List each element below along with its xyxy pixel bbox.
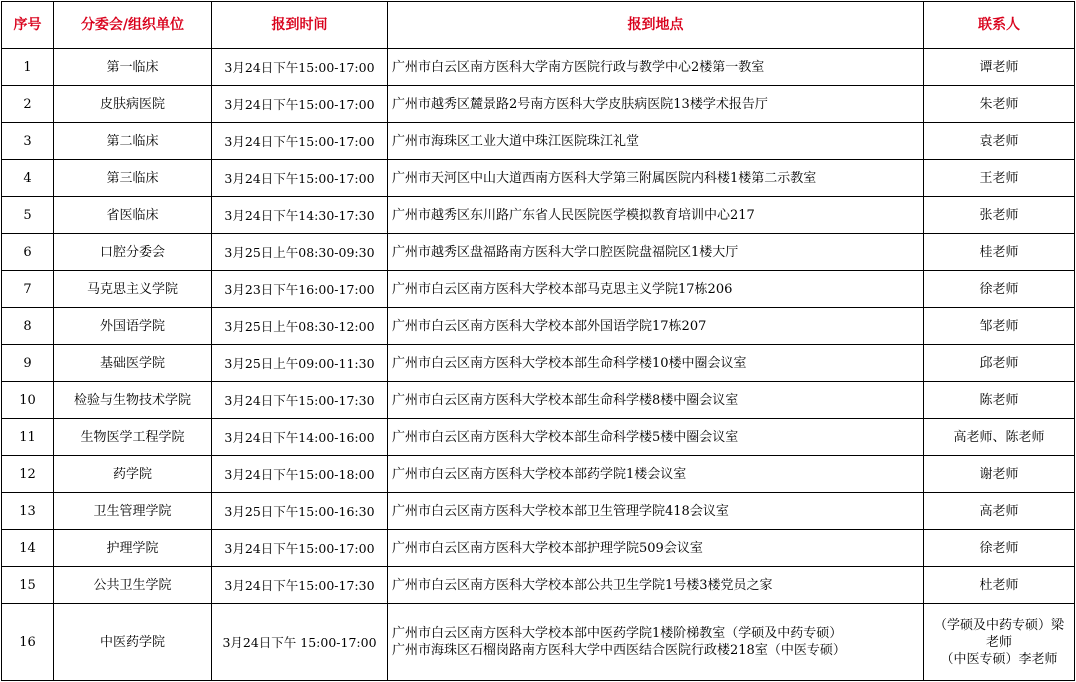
table-row: [2, 604, 1075, 681]
row-unit: 中医药学院: [54, 604, 212, 681]
table-row: [2, 382, 1075, 419]
row-contact: 王老师: [924, 160, 1075, 197]
row-number: 12: [2, 456, 54, 493]
row-place: 广州市白云区南方医科大学校本部生命科学楼5楼中圈会议室: [388, 419, 924, 456]
table-body: [2, 49, 1075, 681]
table-row: [2, 308, 1075, 345]
table-row: [2, 567, 1075, 604]
row-number: 2: [2, 86, 54, 123]
table-row: [2, 160, 1075, 197]
row-number: 7: [2, 271, 54, 308]
row-contact: 谢老师: [924, 456, 1075, 493]
row-unit: 第二临床: [54, 123, 212, 160]
row-contact-line: （中医专硕）李老师: [940, 651, 1058, 667]
row-number: 3: [2, 123, 54, 160]
row-contact-line: 老师: [985, 634, 1012, 650]
row-contact: 袁老师: [924, 123, 1075, 160]
row-place: 广州市越秀区麓景路2号南方医科大学皮肤病医院13楼学术报告厅: [388, 86, 924, 123]
row-place: [388, 604, 924, 681]
header-row: [2, 2, 1075, 49]
row-place: 广州市白云区南方医科大学校本部卫生管理学院418会议室: [388, 493, 924, 530]
row-contact-line: （学硕及中药专硕）梁: [933, 617, 1064, 633]
row-contact: 高老师、陈老师: [924, 419, 1075, 456]
header-unit: 分委会/组织单位: [54, 2, 212, 49]
table-row: [2, 271, 1075, 308]
row-unit: 卫生管理学院: [54, 493, 212, 530]
row-time: 3月25日上午08:30-09:30: [212, 234, 388, 271]
row-unit: 护理学院: [54, 530, 212, 567]
row-unit: 省医临床: [54, 197, 212, 234]
row-unit: 公共卫生学院: [54, 567, 212, 604]
registration-table: [1, 1, 1075, 681]
row-time: 3月25日下午15:00-16:30: [212, 493, 388, 530]
row-unit: 口腔分委会: [54, 234, 212, 271]
row-time: 3月25日上午08:30-12:00: [212, 308, 388, 345]
row-place: 广州市白云区南方医科大学校本部药学院1楼会议室: [388, 456, 924, 493]
row-contact: 邹老师: [924, 308, 1075, 345]
row-place: 广州市越秀区盘福路南方医科大学口腔医院盘福院区1楼大厅: [388, 234, 924, 271]
row-number: 8: [2, 308, 54, 345]
row-place: 广州市天河区中山大道西南方医科大学第三附属医院内科楼1楼第二示教室: [388, 160, 924, 197]
row-unit: 药学院: [54, 456, 212, 493]
row-contact: 徐老师: [924, 530, 1075, 567]
row-time: 3月24日下午15:00-17:00: [212, 123, 388, 160]
row-unit: 检验与生物技术学院: [54, 382, 212, 419]
row-time: 3月24日下午15:00-17:00: [212, 86, 388, 123]
header-contact: 联系人: [924, 2, 1075, 49]
table-row: [2, 345, 1075, 382]
table-row: [2, 234, 1075, 271]
table-row: [2, 49, 1075, 86]
table-row: [2, 197, 1075, 234]
row-number: 14: [2, 530, 54, 567]
row-time: 3月23日下午16:00-17:00: [212, 271, 388, 308]
row-contact: 杜老师: [924, 567, 1075, 604]
row-contact: 谭老师: [924, 49, 1075, 86]
row-time: 3月24日下午 15:00-17:00: [212, 604, 388, 681]
table-row: [2, 456, 1075, 493]
row-time: 3月24日下午15:00-17:30: [212, 382, 388, 419]
row-contact: 徐老师: [924, 271, 1075, 308]
row-number: 13: [2, 493, 54, 530]
row-place: 广州市越秀区东川路广东省人民医院医学模拟教育培训中心217: [388, 197, 924, 234]
row-unit: 皮肤病医院: [54, 86, 212, 123]
row-contact: 朱老师: [924, 86, 1075, 123]
table-row: [2, 86, 1075, 123]
row-contact: 高老师: [924, 493, 1075, 530]
row-number: 16: [2, 604, 54, 681]
row-time: 3月24日下午15:00-18:00: [212, 456, 388, 493]
row-time: 3月24日下午14:30-17:30: [212, 197, 388, 234]
table-row: [2, 530, 1075, 567]
row-unit: 生物医学工程学院: [54, 419, 212, 456]
row-contact: 邱老师: [924, 345, 1075, 382]
row-unit: 基础医学院: [54, 345, 212, 382]
row-contact: [924, 604, 1075, 681]
row-number: 4: [2, 160, 54, 197]
row-time: 3月24日下午15:00-17:00: [212, 49, 388, 86]
row-number: 10: [2, 382, 54, 419]
row-contact: 桂老师: [924, 234, 1075, 271]
row-place: 广州市白云区南方医科大学校本部公共卫生学院1号楼3楼党员之家: [388, 567, 924, 604]
row-time: 3月24日下午15:00-17:00: [212, 160, 388, 197]
row-place: 广州市白云区南方医科大学南方医院行政与教学中心2楼第一教室: [388, 49, 924, 86]
row-place: 广州市白云区南方医科大学校本部外国语学院17栋207: [388, 308, 924, 345]
row-place: 广州市白云区南方医科大学校本部护理学院509会议室: [388, 530, 924, 567]
table-row: [2, 123, 1075, 160]
header-place: 报到地点: [388, 2, 924, 49]
row-place: 广州市白云区南方医科大学校本部马克思主义学院17栋206: [388, 271, 924, 308]
row-time: 3月25日上午09:00-11:30: [212, 345, 388, 382]
row-number: 15: [2, 567, 54, 604]
table-row: [2, 493, 1075, 530]
row-unit: 第一临床: [54, 49, 212, 86]
row-place: 广州市白云区南方医科大学校本部生命科学楼10楼中圈会议室: [388, 345, 924, 382]
row-unit: 外国语学院: [54, 308, 212, 345]
row-number: 5: [2, 197, 54, 234]
row-place: 广州市海珠区工业大道中珠江医院珠江礼堂: [388, 123, 924, 160]
row-place-line: 广州市白云区南方医科大学校本部中医药学院1楼阶梯教室（学硕及中药专硕）: [392, 626, 843, 641]
row-number: 1: [2, 49, 54, 86]
header-time: 报到时间: [212, 2, 388, 49]
row-unit: 马克思主义学院: [54, 271, 212, 308]
row-number: 6: [2, 234, 54, 271]
row-time: 3月24日下午14:00-16:00: [212, 419, 388, 456]
row-contact: 陈老师: [924, 382, 1075, 419]
row-place-line: 广州市海珠区石榴岗路南方医科大学中西医结合医院行政楼218室（中医专硕）: [392, 643, 846, 658]
header-no: 序号: [2, 2, 54, 49]
row-time: 3月24日下午15:00-17:30: [212, 567, 388, 604]
row-number: 9: [2, 345, 54, 382]
row-number: 11: [2, 419, 54, 456]
row-unit: 第三临床: [54, 160, 212, 197]
row-place: 广州市白云区南方医科大学校本部生命科学楼8楼中圈会议室: [388, 382, 924, 419]
row-contact: 张老师: [924, 197, 1075, 234]
row-time: 3月24日下午15:00-17:00: [212, 530, 388, 567]
table-row: [2, 419, 1075, 456]
